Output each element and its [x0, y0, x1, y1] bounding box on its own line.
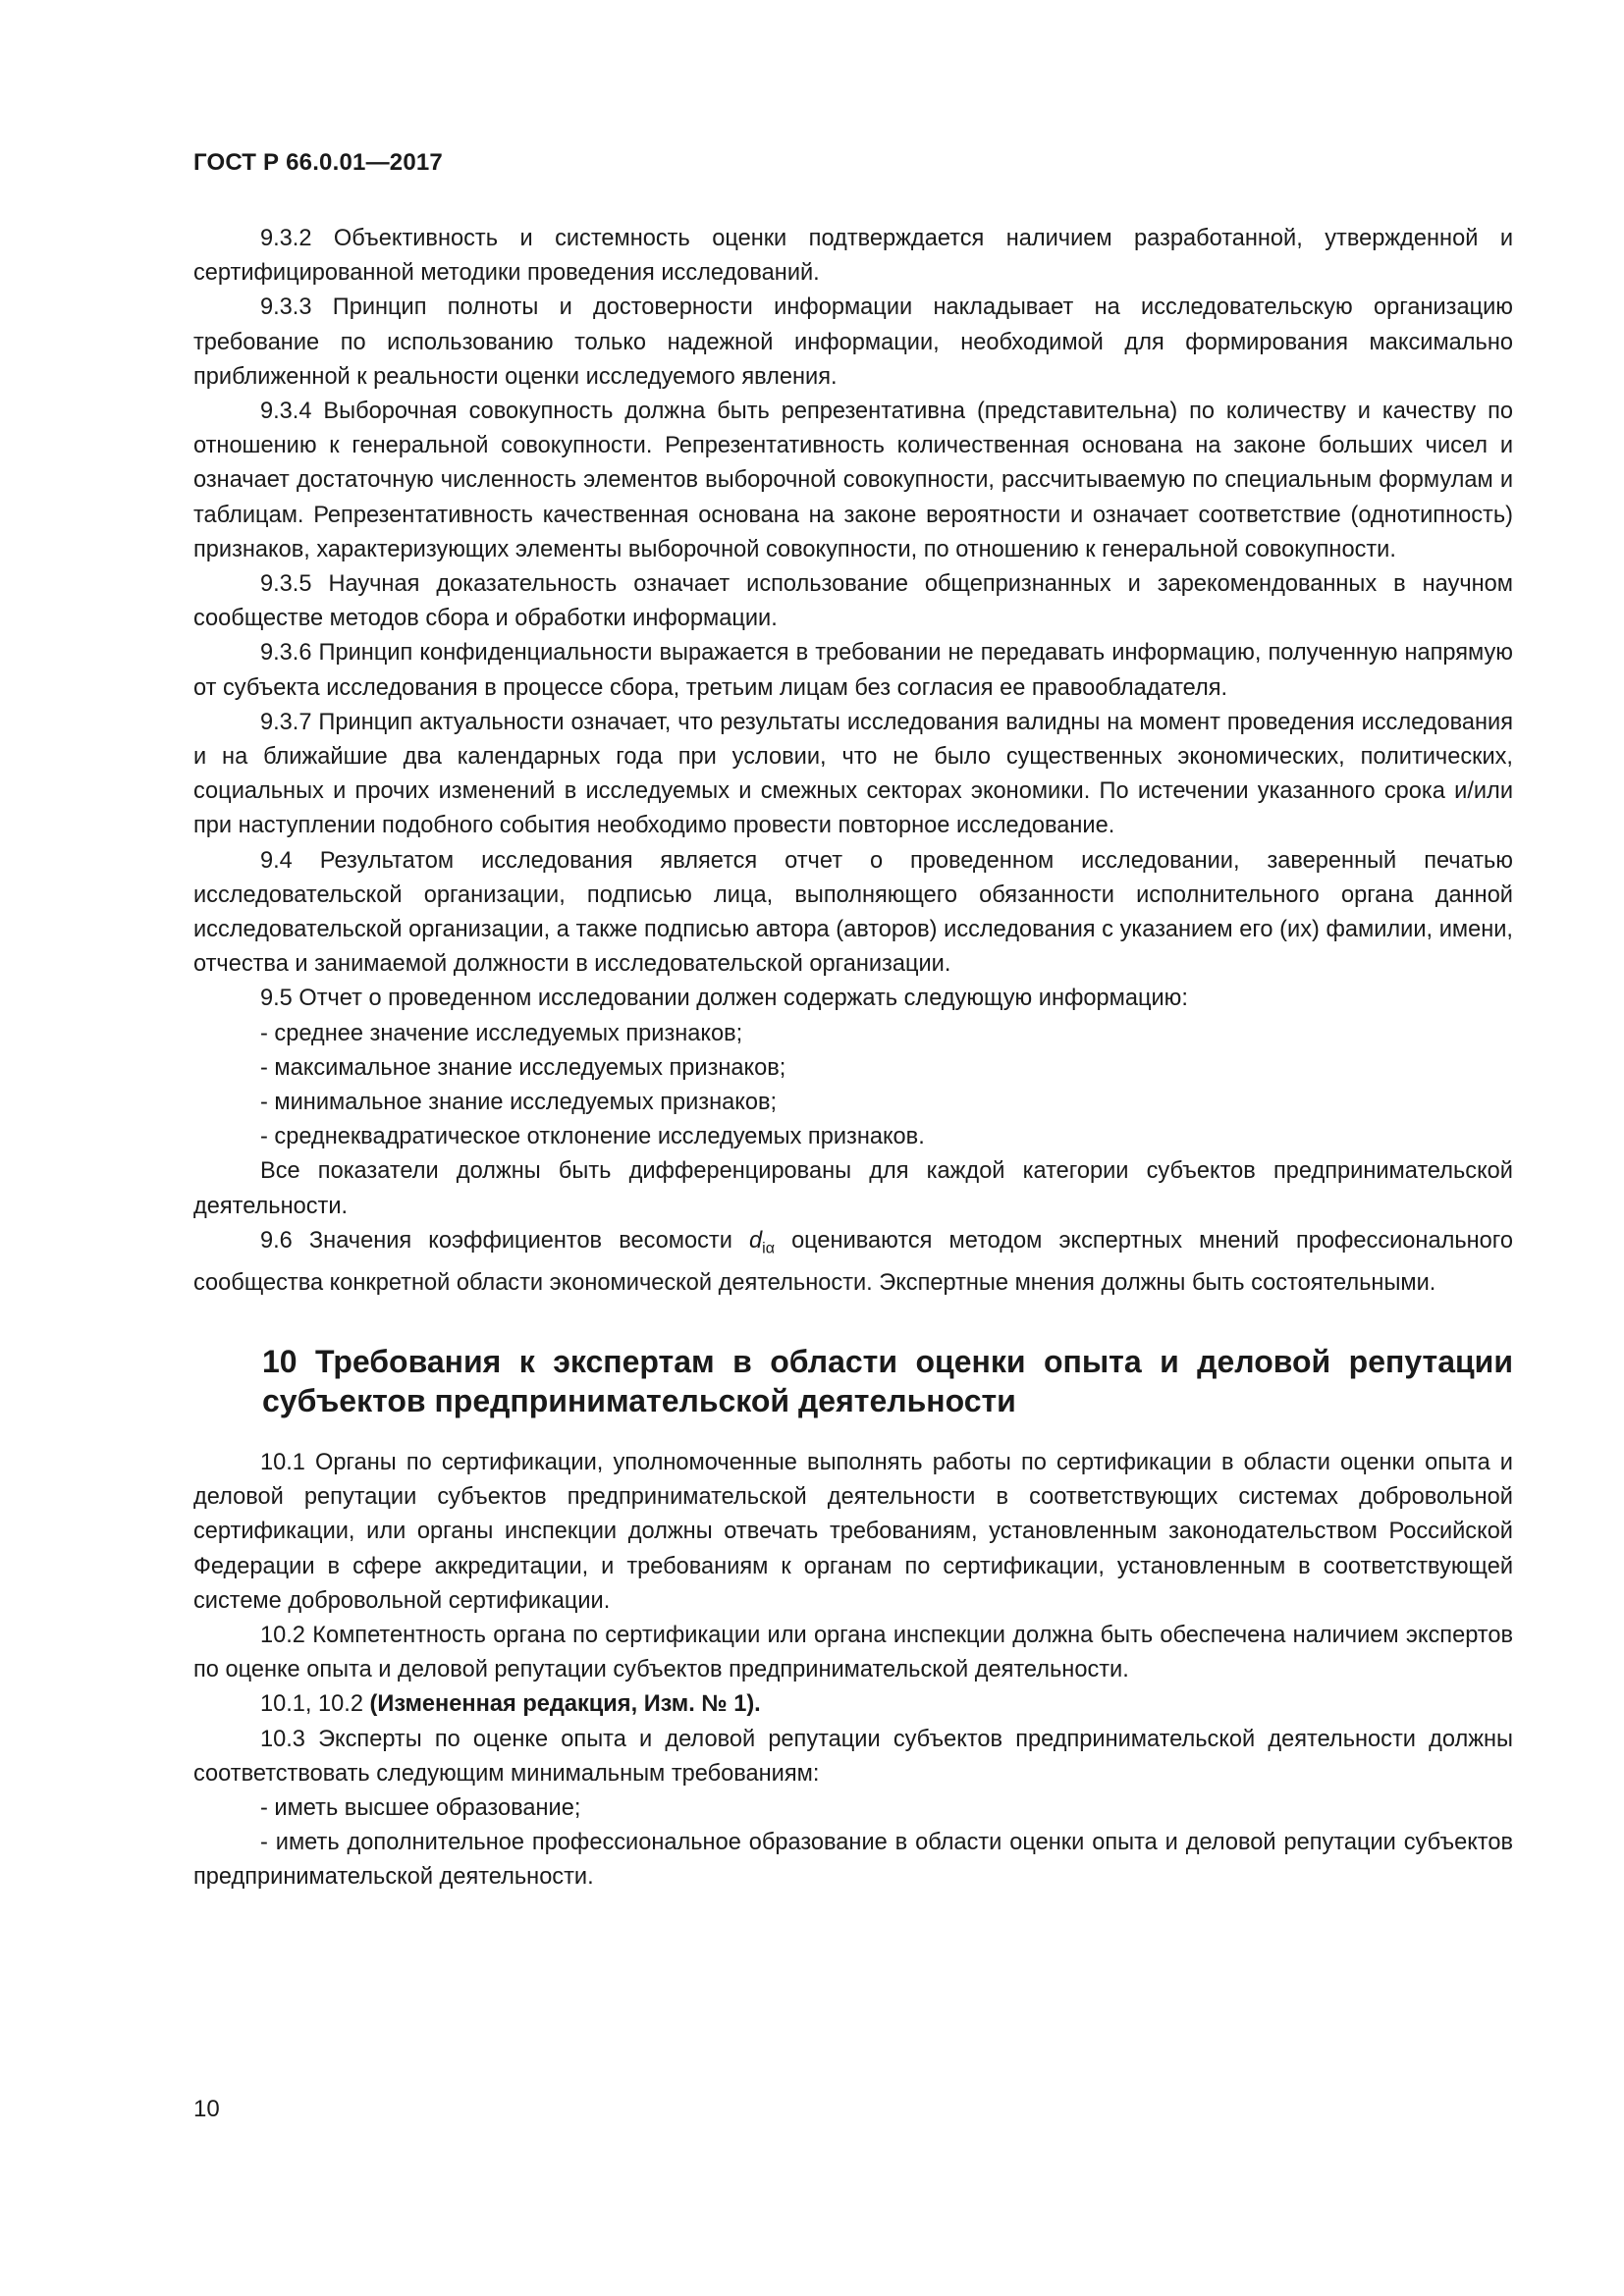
- list-item: - иметь высшее образование;: [260, 1795, 581, 1822]
- paragraph-9-6-end: оцениваются методом экспертных мнений профессионального сообщества конкретной области экономической деятельности. Экспертные мнения должны быть состоятельными.: [193, 1227, 1513, 1296]
- paragraph-9-6-start: 9.6 Значения коэффициентов весомости: [260, 1227, 750, 1254]
- list-item: - минимальное знание исследуемых признаков;: [260, 1090, 778, 1116]
- paragraph-10-3: 10.3 Эксперты по оценке опыта и деловой репутации субъектов предпринимательской деятельности должны соответствовать следующим минимальным требованиям:: [193, 1726, 1513, 1787]
- paragraph-9-4: 9.4 Результатом исследования является отчет о проведенном исследовании, заверенный печатью исследовательской организации, подписью лица, выполняющего обязанности исполнительного органа данной исследовательской организации, а также подписью автора (авторов) исследования с указанием его (их) фамилии, имени, отчества и занимаемой должности в исследовательской организации.: [193, 847, 1513, 978]
- symbol-letter: d: [749, 1227, 763, 1254]
- paragraph-9-3-4: 9.3.4 Выборочная совокупность должна быть репрезентативна (представительна) по количеству и качеству по отношению к генеральной совокупности. Репрезентативность количественная основана на законе больших чисел и означает достаточную численность элементов выборочной совокупности, рассчитываемую по специальным формулам и таблицам. Репрезентативность качественная основана на законе вероятности и означает соответствие (однотипность) признаков, характеризующих элементы выборочной совокупности, по отношению к генеральной совокупности.: [193, 399, 1513, 562]
- list-item: - иметь дополнительное профессиональное образование в области оценки опыта и деловой репутации субъектов предпринимательской деятельности.: [193, 1830, 1513, 1891]
- list-item: - максимальное знание исследуемых признаков;: [260, 1054, 786, 1081]
- amendment-label: (Измененная редакция, Изм. № 1).: [369, 1691, 761, 1718]
- paragraph-10-1: 10.1 Органы по сертификации, уполномоченные выполнять работы по сертификации в области оценки опыта и деловой репутации субъектов предпринимательской деятельности в соответствующих системах добровольной сертификации, или органы инспекции должны отвечать требованиям, установленным законодательством Российской Федерации в сфере аккредитации, и требованиям к органам по сертификации, установленным в соответствующей системе добровольной сертификации.: [193, 1450, 1513, 1614]
- amendment-note: [193, 1687, 1513, 1722]
- paragraph-10-2: 10.2 Компетентность органа по сертификации или органа инспекции должна быть обеспечена наличием экспертов по оценке опыта и деловой репутации субъектов предпринимательской деятельности.: [193, 1623, 1513, 1683]
- paragraph-9-3-5: 9.3.5 Научная доказательность означает использование общепризнанных и зарекомендованных в научном сообществе методов сбора и обработки информации.: [193, 571, 1513, 632]
- page-number: 10: [193, 2096, 220, 2122]
- amendment-prefix: 10.1, 10.2: [260, 1691, 370, 1718]
- paragraph-9-3-3: 9.3.3 Принцип полноты и достоверности информации накладывает на исследовательскую организацию требование по использованию только надежной информации, необходимой для формирования максимально приближенной к реальности оценки исследуемого явления.: [193, 294, 1513, 390]
- paragraph-9-3-2: 9.3.2 Объективность и системность оценки подтверждается наличием разработанной, утвержденной и сертифицированной методики проведения исследований.: [193, 226, 1513, 287]
- list-item: - среднеквадратическое отклонение исследуемых признаков.: [260, 1124, 925, 1150]
- symbol-subscript: iα: [762, 1240, 775, 1257]
- paragraph-9-3-6: 9.3.6 Принцип конфиденциальности выражается в требовании не передавать информацию, полученную напрямую от субъекта исследования в процессе сбора, третьим лицам без согласия ее правообладателя.: [193, 640, 1513, 701]
- paragraph-9-5: 9.5 Отчет о проведенном исследовании должен содержать следующую информацию:: [260, 986, 1188, 1012]
- standard-code-header: ГОСТ Р 66.0.01—2017: [193, 149, 443, 176]
- section-10-title: 10 Требования к экспертам в области оценки опыта и деловой репутации субъектов предпринимательской деятельности: [262, 1344, 1513, 1419]
- paragraph-indicators: Все показатели должны быть дифференцированы для каждой категории субъектов предпринимательской деятельности.: [193, 1158, 1513, 1219]
- list-item: - среднее значение исследуемых признаков;: [260, 1020, 743, 1046]
- document-body: [193, 222, 1513, 1896]
- paragraph-9-6: [193, 1224, 1513, 1301]
- weight-coefficient-symbol: [749, 1227, 775, 1257]
- paragraph-9-3-7: 9.3.7 Принцип актуальности означает, что результаты исследования валидны на момент проведения исследования и на ближайшие два календарных года при условии, что не было существенных экономических, политических, социальных и прочих изменений в исследуемых и смежных секторах экономики. По истечении указанного срока и/или при наступлении подобного события необходимо провести повторное исследование.: [193, 709, 1513, 839]
